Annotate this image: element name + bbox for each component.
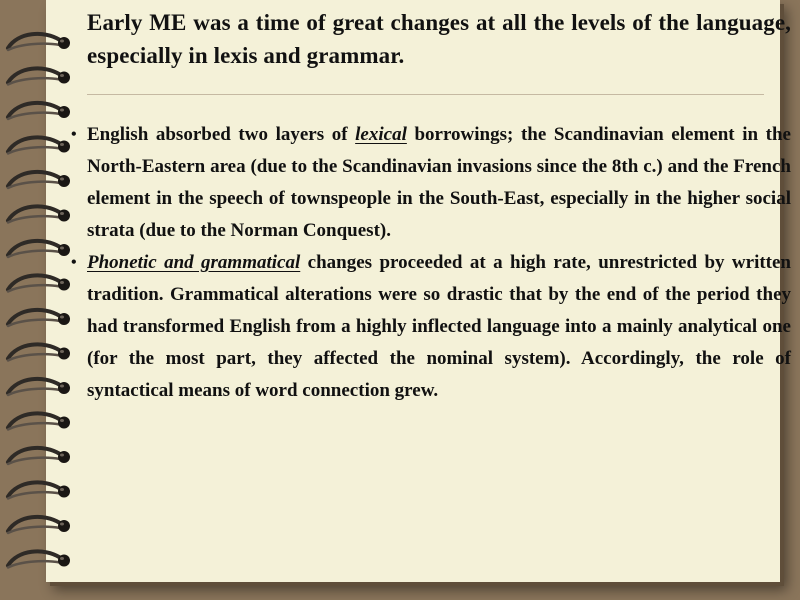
bullet-dot: • [71,254,77,271]
bullet-item [71,119,791,247]
divider-line [87,94,764,95]
bullet-text-underlined: lexical [355,124,407,145]
bullet-item [71,247,792,407]
slide-content [71,6,792,407]
bullet-text-underlined: Phonetic and grammatical [87,252,301,273]
slide-heading: Early ME was a time of great changes at all the levels of the language, especially in lexis and grammar. [87,10,791,68]
bullet-text-post: changes proceeded at a high rate, unrestricted by written tradition. Grammatical alterations were so drastic that by the end of the period they had transformed English from a highly inflected language into a mainly analytical one (for the most part, they affected the nominal system). Accordingly, the role of syntactical means of word connection grew. [87,252,792,401]
bullet-dot: • [71,126,77,143]
bullet-text-post: borrowings; the Scandinavian element in the North-Eastern area (due to the Scandinavian invasions since the 8th c.) and the French element in the speech of townspeople in the South-East, especially in the higher social strata (due to the Norman Conquest). [87,124,791,241]
bullet-text-pre: English absorbed two layers of [87,124,356,145]
